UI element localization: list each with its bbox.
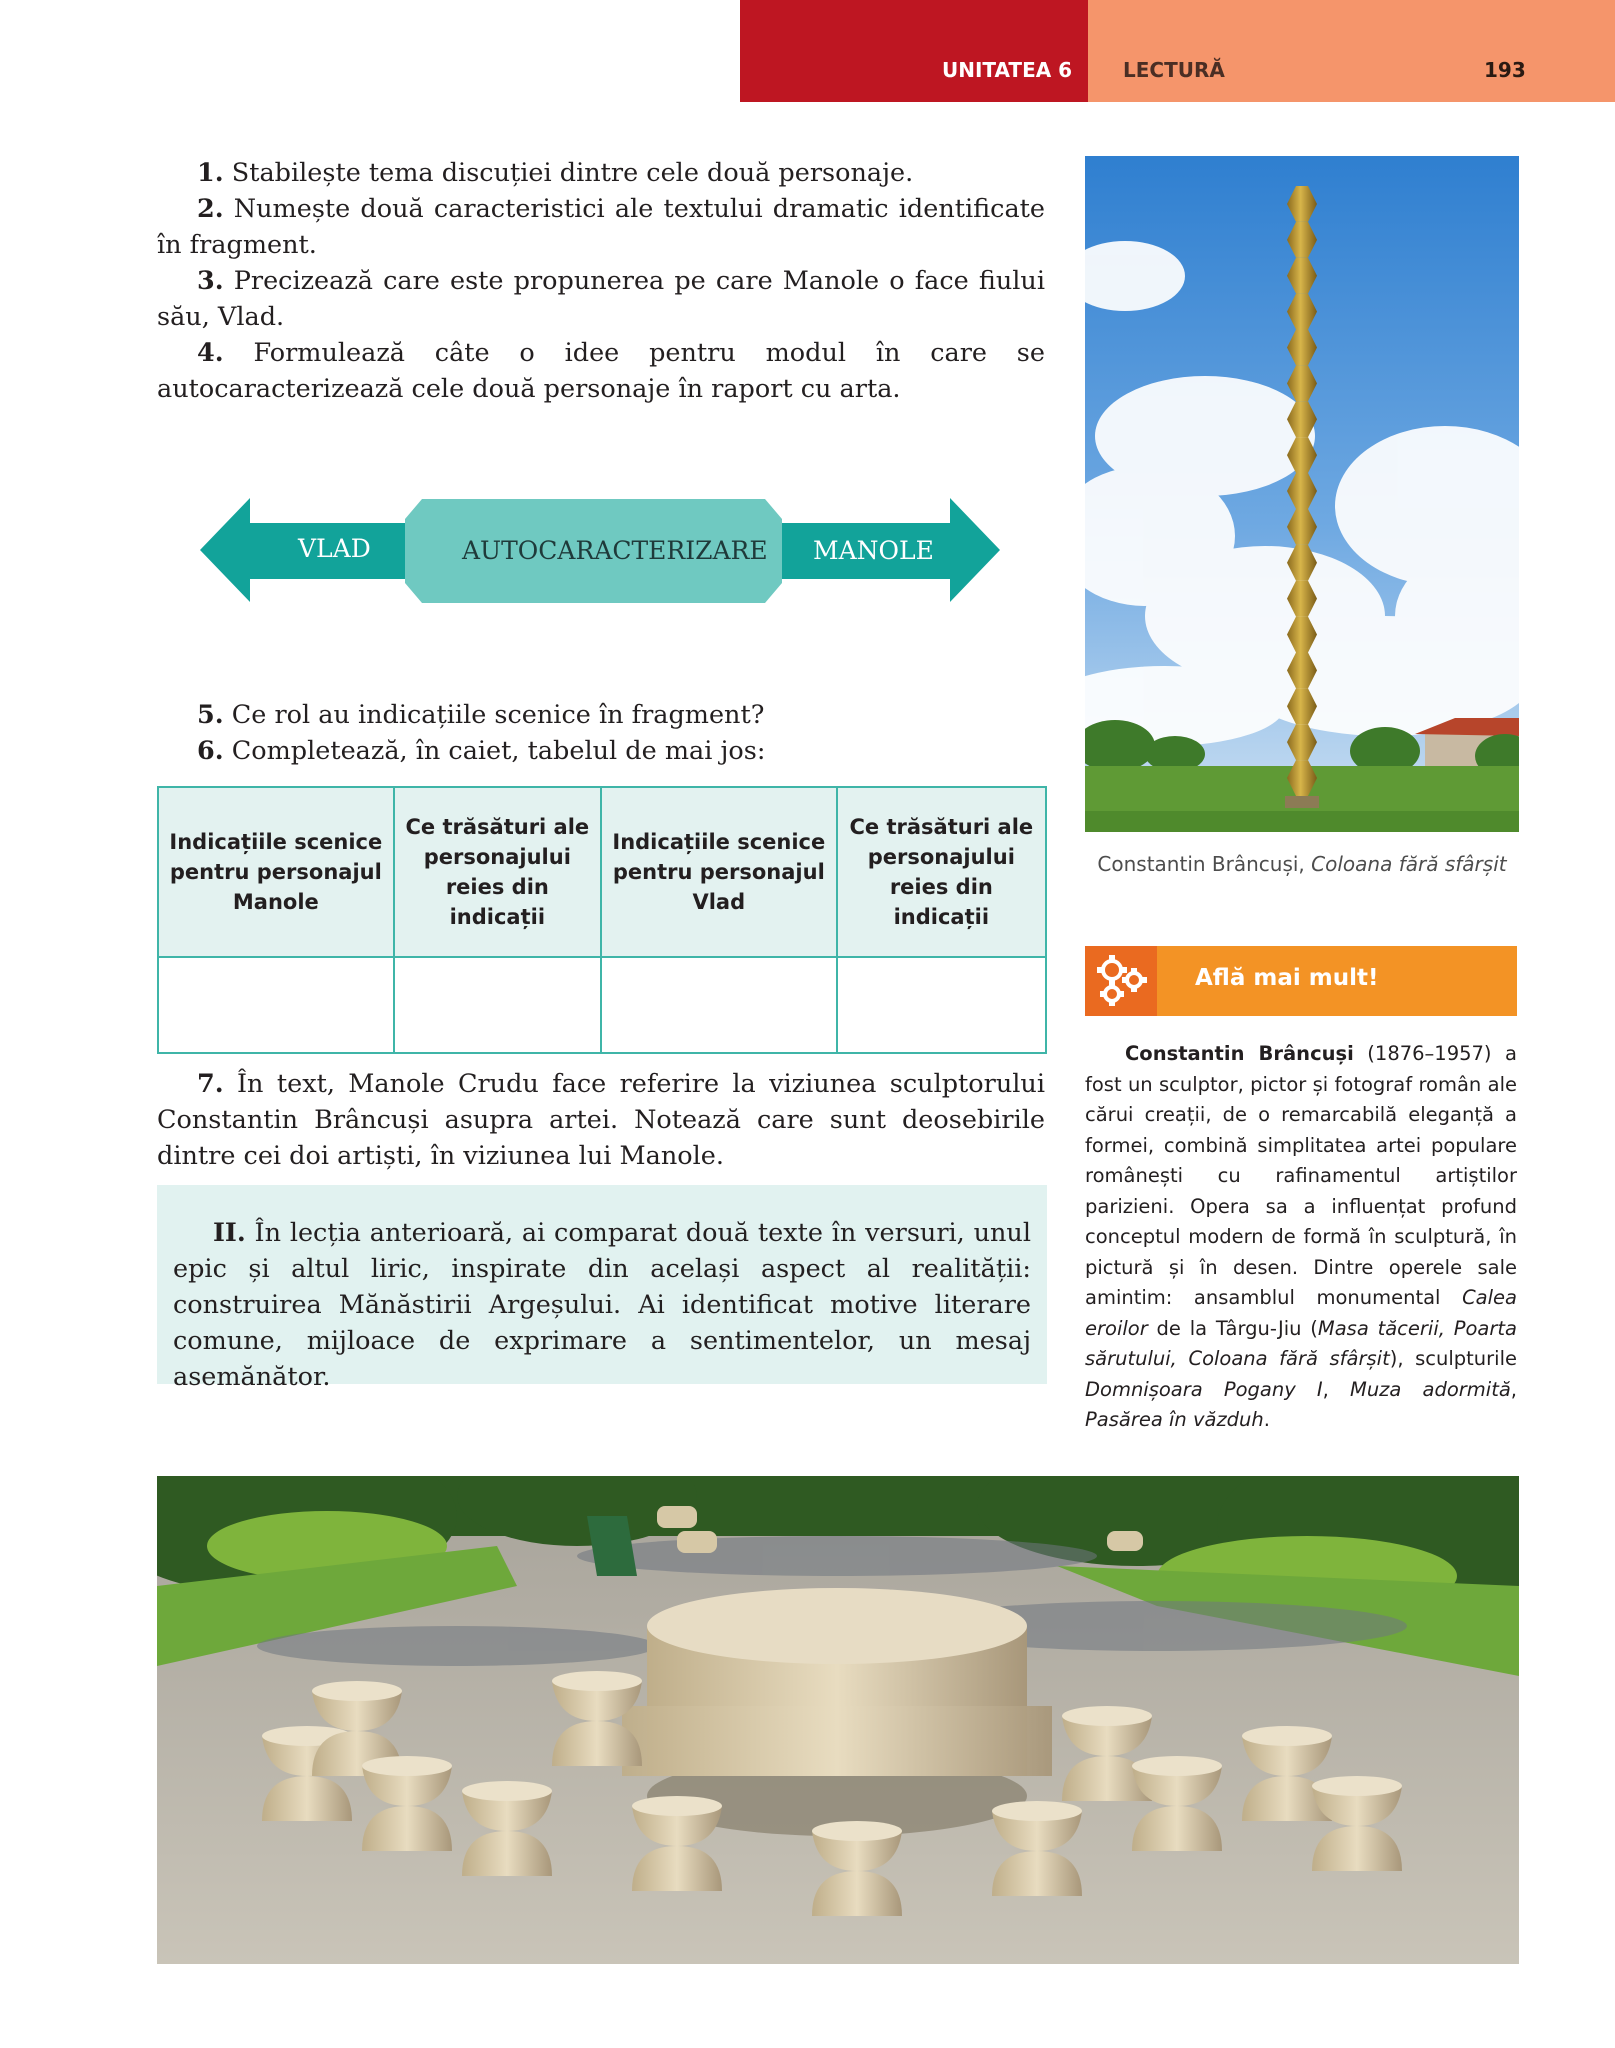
stage-directions-table xyxy=(157,786,1047,1054)
diagram-left-label: VLAD xyxy=(298,534,371,563)
section-two-text: II. În lecția anterioară, ai comparat două texte în versuri, unul epic și altul liric, inspirate din același aspect al realității: construirea Mănăstirii Argeșului. Ai identificat motive literare comune, mijloace de exprimare a sentimentelor, un mesaj asemănător. xyxy=(173,1218,1031,1392)
question-7: 7. În text, Manole Crudu face referire la viziunea sculptorului Constantin Brâncuși asupra artei. Notează care sunt deosebirile dintre cei doi artiști, în viziunea lui Manole. xyxy=(157,1069,1045,1171)
table-cell xyxy=(601,957,837,1053)
autocaracterizare-diagram xyxy=(200,495,1000,605)
question-1: 1. Stabilește tema discuției dintre cele două personaje. xyxy=(197,158,914,188)
table-header-cell: Ce trăsături ale personajului reies din indicații xyxy=(394,787,601,957)
table-cell xyxy=(837,957,1046,1053)
photo-caption-title: Coloana fără sfârșit xyxy=(1311,852,1507,876)
table-cell xyxy=(158,957,394,1053)
question-5: 5. Ce rol au indicațiile scenice în fragment? xyxy=(197,700,765,730)
table-header-cell: Indicațiile scenice pentru personajul Vlad xyxy=(601,787,837,957)
info-name: Constantin Brâncuși xyxy=(1125,1042,1354,1065)
table-header-cell: Indicațiile scenice pentru personajul Manole xyxy=(158,787,394,957)
brancusi-info: Constantin Brâncuși (1876–1957) a fost un sculptor, pictor și fotograf român ale cărui creații, de o remarcabilă eleganță a formei, combină simplitatea artei populare românești cu rafinamentul artiștilor parizieni. Opera sa a influențat profund conceptul modern de formă în sculptură, în pictură și în desen. Dintre operele sale amintim: ansamblul monumental Calea eroilor de la Târgu-Jiu (Masa tăcerii, Poarta sărutului, Coloana fără sfârșit), sculpturile Domnișoara Pogany I, Muza adormită, Pasărea în văzduh. xyxy=(1085,1042,1517,1431)
table-header-row xyxy=(158,787,1046,957)
header-section-band xyxy=(1088,0,1615,102)
questions-top xyxy=(157,155,1045,407)
question-7-block xyxy=(157,1066,1045,1174)
header-section: LECTURĂ xyxy=(1123,58,1225,82)
questions-mid xyxy=(157,697,1045,769)
table-cell xyxy=(394,957,601,1053)
afla-mai-mult-title: Află mai mult! xyxy=(1195,965,1379,991)
header-unit: UNITATEA 6 xyxy=(942,58,1073,82)
diagram-center-label: AUTOCARACTERIZARE xyxy=(462,536,768,565)
page-number: 193 xyxy=(1484,58,1526,82)
gears-icon xyxy=(1085,946,1157,1016)
photo-caption: Constantin Brâncuși, Coloana fără sfârșit xyxy=(1097,852,1507,876)
diagram-right-label: MANOLE xyxy=(813,536,934,565)
question-3: 3. Precizează care este propunerea pe care Manole o face fiului său, Vlad. xyxy=(157,266,1045,332)
table-of-silence-photo xyxy=(157,1476,1519,1964)
question-4: 4. Formulează câte o idee pentru modul în care se autocaracterizează cele două personaje în raport cu arta. xyxy=(157,338,1045,404)
table-row xyxy=(158,957,1046,1053)
question-2: 2. Numește două caracteristici ale textului dramatic identificate în fragment. xyxy=(157,194,1045,260)
section-two-box xyxy=(157,1185,1047,1392)
table-header-cell: Ce trăsături ale personajului reies din indicații xyxy=(837,787,1046,957)
header-unit-band xyxy=(740,0,1088,102)
endless-column-photo xyxy=(1085,156,1519,832)
question-6: 6. Completează, în caiet, tabelul de mai jos: xyxy=(197,736,766,766)
